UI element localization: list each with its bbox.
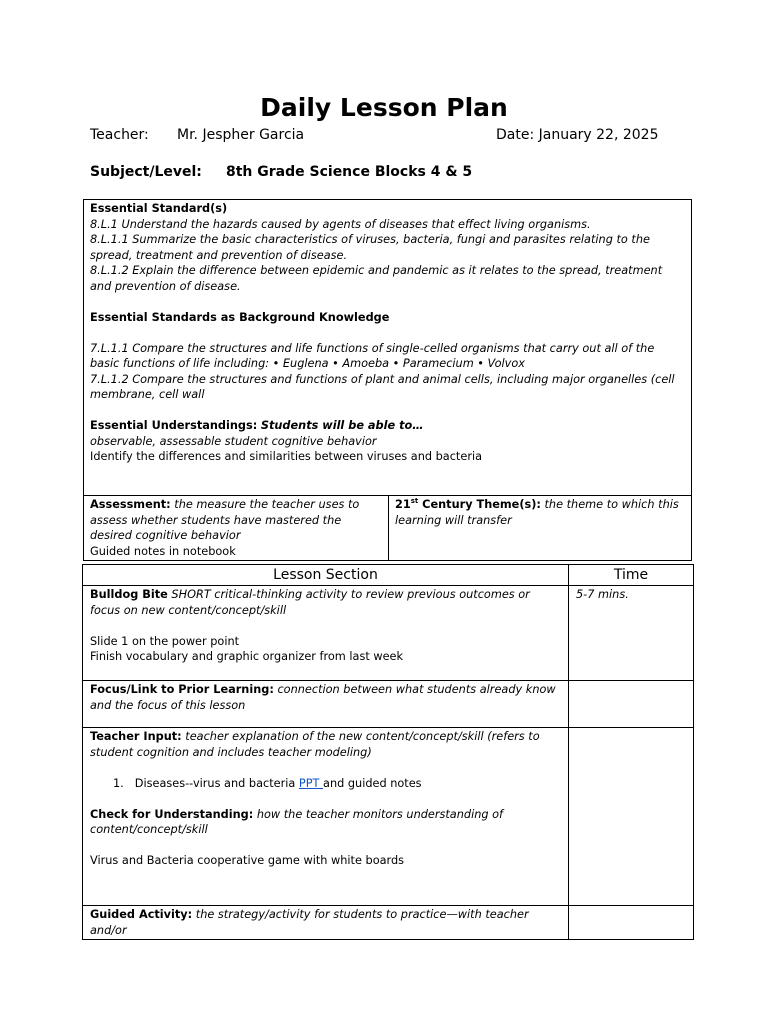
assessment-box xyxy=(83,495,692,561)
theme-label: 21st Century Theme(s): xyxy=(395,497,541,511)
guided-activity-description: the strategy/activity for students to practice—with teacher and/or xyxy=(90,908,529,937)
theme-description: the theme to which this learning will transfer xyxy=(395,498,679,527)
assessment-cell xyxy=(84,496,389,560)
bulldog-bite-line: Finish vocabulary and graphic organizer from last week xyxy=(90,650,404,663)
standards-box xyxy=(83,199,692,496)
check-label: Check for Understanding: xyxy=(90,807,254,821)
assessment-description: the measure the teacher uses to assess whether students have mastered the desired cognitive behavior xyxy=(90,498,360,542)
understandings-heading xyxy=(90,418,685,434)
assessment-text: Guided notes in notebook xyxy=(90,544,236,558)
understandings-description: observable, assessable student cognitive behavior xyxy=(90,434,377,448)
guided-activity-cell xyxy=(83,906,569,940)
bulldog-bite-description: SHORT critical-thinking activity to review previous outcomes or focus on new content/concept/skill xyxy=(90,588,530,617)
focus-cell xyxy=(83,681,569,728)
standard-item: 8.L.1 Understand the hazards caused by agents of diseases that effect living organisms. xyxy=(90,217,591,231)
time-header: Time xyxy=(569,565,694,586)
teacher-input-description: teacher explanation of the new content/concept/skill (refers to student cognition and includes teacher modeling) xyxy=(90,730,540,759)
bulldog-bite-time: 5-7 mins. xyxy=(569,586,694,681)
understandings-label: Essential Understandings: xyxy=(90,419,258,432)
understandings-emphasis: Students will be able to… xyxy=(260,419,424,432)
lesson-table xyxy=(82,564,694,940)
check-description: how the teacher monitors understanding of content/concept/skill xyxy=(90,807,504,836)
teacher-input-cell xyxy=(83,728,569,906)
subject-label: Subject/Level: xyxy=(90,164,202,180)
teacher-label: Teacher: xyxy=(90,127,149,143)
list-item: 1. Diseases--virus and bacteria PPT and guided notes xyxy=(113,776,422,790)
page-title: Daily Lesson Plan xyxy=(260,93,508,122)
bulldog-bite-label: Bulldog Bite xyxy=(90,588,168,601)
theme-cell xyxy=(389,496,691,560)
background-heading: Essential Standards as Background Knowledge xyxy=(90,310,390,324)
check-text: Virus and Bacteria cooperative game with white boards xyxy=(90,854,405,867)
lesson-header-row xyxy=(83,565,694,586)
table-row xyxy=(83,906,694,940)
standard-item: 8.L.1.1 Summarize the basic characteristics of viruses, bacteria, fungi and parasites relating to the spread, treatment and prevention of disease. xyxy=(90,233,650,262)
background-item: 7.L.1.1 Compare the structures and life functions of single-celled organisms that carry out all of the basic functions of life including: • Euglena • Amoeba • Paramecium • Volvox xyxy=(90,341,655,370)
bulldog-bite-line: Slide 1 on the power point xyxy=(90,634,240,648)
teacher-input-label: Teacher Input: xyxy=(90,730,182,743)
table-row xyxy=(83,728,694,906)
assessment-label: Assessment: xyxy=(90,498,171,511)
background-item: 7.L.1.2 Compare the structures and functions of plant and animal cells, including major organelles (cell membrane, cell wall xyxy=(90,372,675,401)
focus-time xyxy=(569,681,694,728)
focus-label: Focus/Link to Prior Learning: xyxy=(90,683,274,696)
guided-activity-time xyxy=(569,906,694,940)
guided-activity-label: Guided Activity: xyxy=(90,908,193,921)
table-row xyxy=(83,681,694,728)
table-row xyxy=(83,586,694,681)
lesson-date: Date: January 22, 2025 xyxy=(496,127,659,143)
subject-value: 8th Grade Science Blocks 4 & 5 xyxy=(226,164,473,180)
understandings-text: Identify the differences and similarities between viruses and bacteria xyxy=(90,450,483,463)
standard-item: 8.L.1.2 Explain the difference between epidemic and pandemic as it relates to the spread, treatment and prevention of disease. xyxy=(90,264,663,293)
focus-description: connection between what students already know and the focus of this lesson xyxy=(90,683,556,712)
ppt-link[interactable]: PPT xyxy=(298,776,324,790)
lesson-section-header: Lesson Section xyxy=(83,565,569,586)
teacher-input-time xyxy=(569,728,694,906)
bulldog-bite-cell xyxy=(83,586,569,681)
standards-heading: Essential Standard(s) xyxy=(90,202,228,215)
teacher-name: Mr. Jespher Garcia xyxy=(177,127,305,143)
